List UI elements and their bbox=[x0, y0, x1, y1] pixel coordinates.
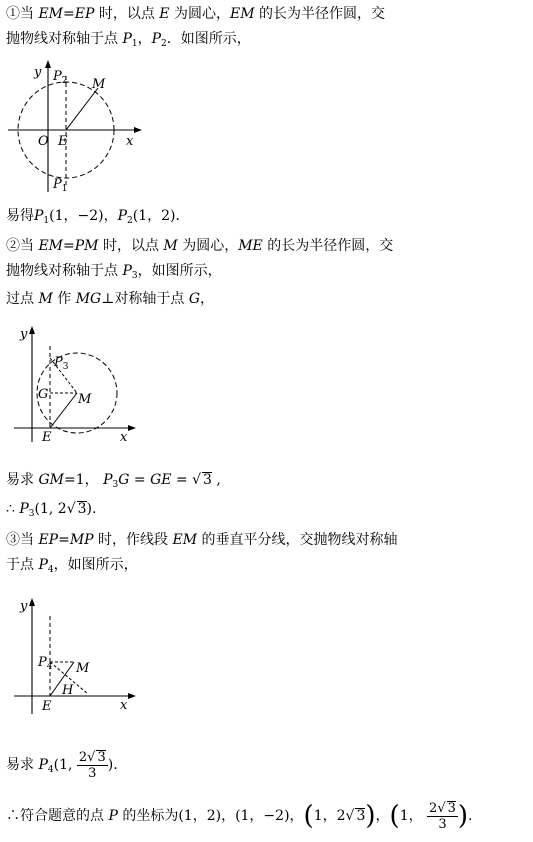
case2-result2: ∴ $P_3(1$, 2√ 3). bbox=[6, 501, 97, 519]
case2-marker: ② bbox=[6, 238, 20, 254]
case2-line3: 过点 M 作 MG⊥对称轴于点 G， bbox=[6, 291, 215, 307]
case3-marker: ③ bbox=[6, 532, 20, 548]
label-e: E bbox=[42, 699, 52, 714]
label-h: H bbox=[62, 683, 74, 698]
label-e: E bbox=[58, 134, 68, 149]
case1-line2: 抛物线对称轴于点 $P_1$，$P_2$．如图所示， bbox=[6, 31, 251, 49]
label-g: G bbox=[38, 387, 49, 402]
label-x: x bbox=[126, 134, 134, 149]
fraction: $\frac{2√ 3}{3}$ bbox=[429, 800, 456, 832]
figure-case2 bbox=[10, 324, 140, 446]
y-axis-arrow bbox=[29, 598, 35, 606]
case3-result: 易求 $P_4(1$, $\frac{2√ 3}{3}$ ). bbox=[6, 749, 118, 781]
label-o: O bbox=[38, 134, 49, 149]
case2-line2: 抛物线对称轴于点 $P_3$，如图所示， bbox=[6, 263, 222, 281]
label-m: M bbox=[76, 661, 90, 676]
x-axis-arrow bbox=[128, 425, 136, 431]
label-y: y bbox=[34, 65, 42, 80]
case2-line1: ②当 EM=PM 时，以点 M 为圆心，ME 的长为半径作圆，交 bbox=[6, 238, 394, 254]
label-p3: $P_3$ bbox=[54, 355, 69, 372]
x-axis-arrow bbox=[134, 127, 142, 133]
label-m: M bbox=[92, 77, 106, 92]
case1-result: 易得$P_1(1$，−2)，$P_2(1$，2)． bbox=[6, 208, 190, 226]
figure-case3 bbox=[10, 596, 140, 720]
x-axis-arrow bbox=[128, 693, 136, 699]
conclusion: ∴符合题意的点 P 的坐标为(1，2)，(1，−2)，(1，2√ 3)，(1， $\frac{2√ 3}{3}$ ). bbox=[6, 800, 473, 832]
case3-line1: ③当 EP=MP 时，作线段 EM 的垂直平分线，交抛物线对称轴 bbox=[6, 532, 398, 548]
label-p1: $P_1$ bbox=[53, 177, 68, 194]
y-axis-arrow bbox=[29, 326, 35, 334]
case2-result1: 易求 GM=1， $P_3G$ = GE = √ 3 , bbox=[6, 472, 221, 490]
y-axis-arrow bbox=[45, 60, 51, 68]
label-x: x bbox=[120, 430, 128, 445]
case1-marker: ① bbox=[6, 6, 20, 22]
fraction: $\frac{2√ 3}{3}$ bbox=[78, 749, 106, 781]
label-m: M bbox=[78, 392, 92, 407]
segment-em bbox=[50, 393, 77, 428]
label-x: x bbox=[120, 698, 128, 713]
label-p4: $P_4$ bbox=[38, 655, 53, 672]
label-e: E bbox=[42, 430, 52, 445]
label-p2: $P_2$ bbox=[53, 69, 68, 86]
label-y: y bbox=[20, 599, 28, 614]
segment-em bbox=[66, 88, 98, 130]
case3-line2: 于点 $P_4$，如图所示， bbox=[6, 557, 138, 575]
case1-line1: ①当 EM=EP 时，以点 E 为圆心，EM 的长为半径作圆，交 bbox=[6, 6, 385, 22]
figure-case1 bbox=[8, 58, 148, 196]
label-y: y bbox=[20, 327, 28, 342]
